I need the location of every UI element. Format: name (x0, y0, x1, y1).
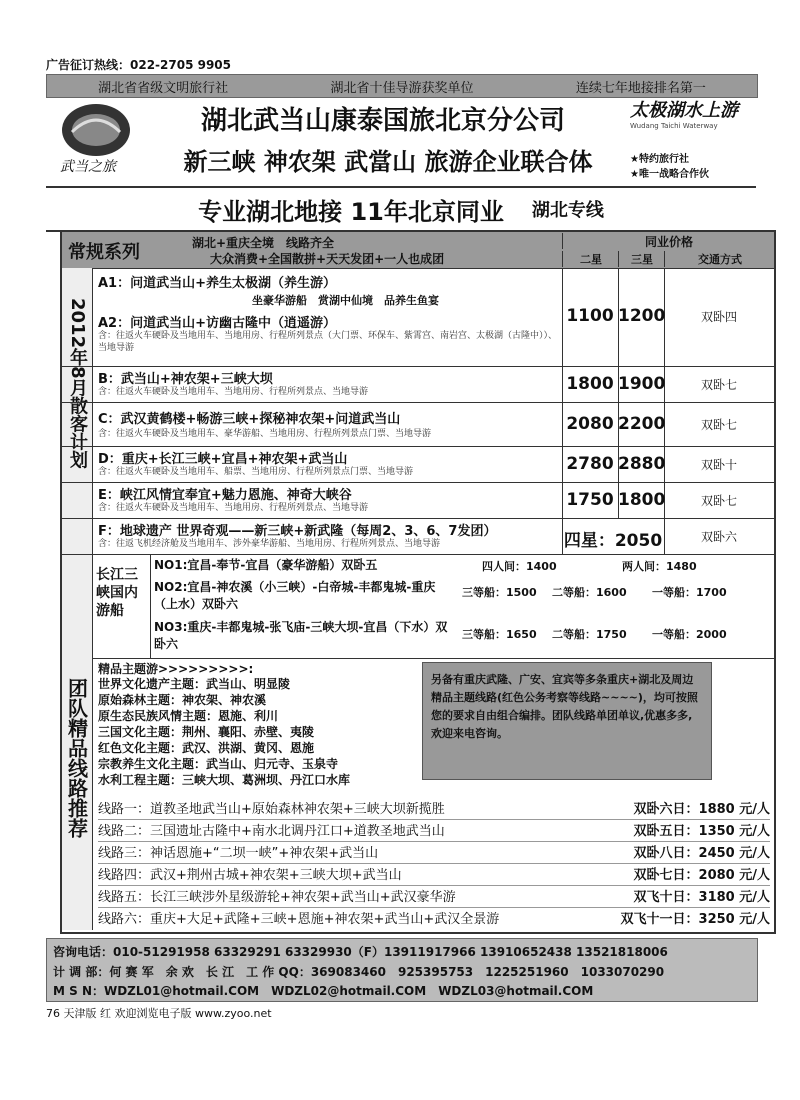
line-row (98, 864, 770, 886)
group-sidebar (62, 658, 93, 930)
route-title: B：武当山+神农架+三峡大坝 (98, 372, 273, 387)
line-title: 线路四：武汉+荆州古城+神农架+三峡大坝+武当山 (98, 868, 402, 883)
route-note: 含：往返火车硬卧及当地用车、当地用房、行程所列景点（大门票、环保车、紫霄宫、南岩宫、太极湖（古隆中））、当地导游 (98, 331, 558, 353)
line-title: 线路二：三国遗址古隆中+南水北调丹江口+道教圣地武当山 (98, 824, 445, 839)
line-price: 双飞十一日：3250 元/人 (620, 912, 770, 927)
themes-list (98, 676, 350, 788)
promo-box: 另备有重庆武隆、广安、宜宾等多条重庆+湖北及周边精品主题线路(红色公务考察等线路~~~~)，均可按照您的要求自由组合编排。团队线路单团单议,优惠多多,欢迎来电咨询。 (422, 662, 712, 780)
route-sub: 坐豪华游船 赏湖中仙境 品养生鱼宴 (252, 294, 439, 307)
contact-msn: M S N：WDZL01@hotmail.COM WDZL02@hotmail.COM WDZL03@hotmail.COM (53, 984, 594, 998)
price-2star: 2780 (566, 454, 614, 474)
route-title: E：峡江风情宜奉宜+魅力恩施、神奇大峡谷 (98, 488, 352, 503)
price-3star: 1900 (618, 374, 666, 394)
price-4star: 四星：2050 (563, 531, 663, 551)
route-title: D：重庆+长江三峡+宜昌+神农架+武当山 (98, 452, 348, 467)
cruise-no3: NO3:重庆-丰都鬼城-张飞庙-三峡大坝-宜昌（下水）双卧六 (154, 620, 448, 651)
cruise-price: 二等船：1600 (552, 586, 627, 599)
themes-title: 精品主题游>>>>>>>>>: (98, 662, 254, 676)
route-note: 含：往返飞机经济舱及当地用车、涉外豪华游船、当地用房、行程所列景点、当地导游 (98, 539, 441, 549)
price-2star: 2080 (566, 414, 614, 434)
line-price: 双飞十日：3180 元/人 (633, 890, 770, 905)
line-price: 双卧八日：2450 元/人 (633, 846, 770, 861)
company-name: 湖北武当山康泰国旅北京分公司 (200, 106, 565, 136)
tagline-main: 专业湖北地接 11年北京同业 (198, 197, 504, 226)
cruise-no1: NO1:宜昌-奉节-宜昌（豪华游船）双卧五 (154, 558, 378, 572)
series-label: 常规系列 (68, 242, 140, 263)
route-title: A2：问道武当山+访幽古隆中（逍遥游） (98, 316, 336, 331)
line-row (98, 886, 770, 908)
transport: 双卧六 (700, 530, 737, 544)
brand-line: ★特约旅行社 (630, 154, 689, 165)
col-3star: 三星 (618, 251, 665, 267)
theme-item: 三国文化主题：荆州、襄阳、赤壁、夷陵 (98, 725, 315, 739)
cruise-label: 长江三峡国内游船 (96, 567, 138, 619)
cruise-price: 三等船：1650 (462, 628, 537, 641)
transport: 双卧十 (700, 458, 737, 472)
line-title: 线路一：道教圣地武当山+原始森林神农架+三峡大坝新揽胜 (98, 802, 445, 817)
brand-title: 太极湖水上游 (630, 100, 738, 121)
brand-sub: Wudang Taichi Waterway (630, 122, 718, 130)
route-title: A1：问道武当山+养生太极湖（养生游） (98, 276, 336, 291)
brand-line: ★唯一战略合作伙 (630, 169, 709, 180)
cruise-price: 二等船：1750 (552, 628, 627, 641)
col-trans: 交通方式 (664, 251, 775, 267)
plan-sidebar-text: 2012年8月散客计划 (67, 298, 88, 469)
cruise-price: 一等船：2000 (652, 628, 727, 641)
group-sidebar-text: 团队精品线路推荐 (64, 678, 89, 838)
line-row (98, 908, 770, 929)
price-2star: 1100 (566, 306, 614, 326)
line-title: 线路五：长江三峡涉外星级游轮+神农架+武当山+武汉豪华游 (98, 890, 456, 905)
banner-item: 连续七年地接排名第一 (575, 80, 706, 96)
line-price: 双卧五日：1350 元/人 (633, 824, 770, 839)
contact-phone: 咨询电话：010-51291958 63329291 63329930（F）13911917966 13910652438 13521818006 (53, 945, 668, 959)
route-note: 含：往返火车硬卧及当地用车、当地用房、行程所列景点、当地导游 (98, 503, 369, 513)
contact-dept: 计 调 部：何 赛 军 余 欢 长 江 工 作 QQ：369083460 925395753 1225251960 1033070290 (53, 965, 665, 979)
cruise-price: 三等船：1500 (462, 586, 537, 599)
promo-label: 大众消费+全国散拼+天天发团+一人也成团 (210, 252, 445, 266)
route-row (62, 402, 774, 447)
route-row (62, 366, 774, 403)
contact-box (46, 938, 758, 1002)
alliance-title: 新三峡 神农架 武當山 旅游企业联合体 (183, 148, 593, 176)
route-note: 含：往返火车硬卧及当地用车、船票、当地用房、行程所列景点门票、当地导游 (98, 467, 414, 477)
line-row (98, 798, 770, 820)
cruise-price: 四人间：1400 (482, 560, 557, 573)
route-row (62, 268, 774, 367)
route-row (62, 446, 774, 483)
line-price: 双卧六日：1880 元/人 (633, 802, 770, 817)
tagline (46, 186, 756, 232)
line-row (98, 820, 770, 842)
area-label: 湖北+重庆全境 线路齐全 (192, 236, 335, 250)
theme-item: 原生态民族风情主题：恩施、利川 (98, 709, 279, 723)
line-row (98, 842, 770, 864)
transport: 双卧四 (700, 310, 737, 324)
route-note: 含：往返火车硬卧及当地用车、豪华游船、当地用房、行程所列景点门票、当地导游 (98, 429, 432, 439)
price-3star: 2880 (618, 454, 666, 474)
page-footer: 76 天津版 红 欢迎浏览电子版 www.zyoo.net (46, 1007, 272, 1020)
line-price: 双卧七日：2080 元/人 (633, 868, 770, 883)
transport: 双卧七 (700, 418, 737, 432)
cruise-block (62, 554, 774, 659)
route-title: C：武汉黄鹤楼+畅游三峡+探秘神农架+问道武当山 (98, 412, 401, 427)
banner-item: 湖北省十佳导游获奖单位 (330, 80, 474, 96)
theme-item: 宗教养生文化主题：武当山、归元寺、玉泉寺 (98, 757, 339, 771)
theme-item: 原始森林主题：神农架、神农溪 (98, 693, 267, 707)
price-3star: 1200 (618, 306, 666, 326)
taiji-lake-brand (630, 96, 756, 180)
route-row (62, 482, 774, 519)
banner-item: 湖北省省级文明旅行社 (98, 80, 229, 96)
line-title: 线路三：神话恩施+“二坝一峡”+神农架+武当山 (98, 846, 379, 861)
logo-text: 武当之旅 (60, 159, 116, 175)
price-3star: 2200 (618, 414, 666, 434)
transport: 双卧七 (700, 494, 737, 508)
cruise-price: 一等船：1700 (652, 586, 727, 599)
theme-item: 红色文化主题：武汉、洪湖、黄冈、恩施 (98, 741, 315, 755)
transport: 双卧七 (700, 378, 737, 392)
theme-item: 水利工程主题：三峡大坝、葛洲坝、丹江口水库 (98, 773, 351, 787)
cruise-no2: NO2:宜昌-神农溪（小三峡）-白帝城-丰都鬼城-重庆（上水）双卧六 (154, 580, 436, 611)
line-title: 线路六：重庆+大足+武隆+三峡+恩施+神农架+武当山+武汉全景游 (98, 912, 500, 927)
route-note: 含：往返火车硬卧及当地用车、当地用房、行程所列景点、当地导游 (98, 387, 369, 397)
honor-banner (46, 74, 758, 98)
price-2star: 1800 (566, 374, 614, 394)
col-2star: 二星 (562, 251, 619, 267)
price-table (60, 230, 776, 934)
price-2star: 1750 (566, 490, 614, 510)
route-title: F：地球遗产 世界奇观——新三峡+新武隆（每周2、3、6、7发团） (98, 524, 497, 539)
cruise-price: 两人间：1480 (622, 560, 697, 573)
wudang-logo (46, 98, 146, 178)
ad-hotline: 广告征订热线：022-2705 9905 (46, 58, 232, 72)
price-3star: 1800 (618, 490, 666, 510)
lines-list (98, 798, 770, 929)
col-price: 同业价格 (562, 233, 775, 249)
tagline-side: 湖北专线 (531, 200, 604, 221)
theme-item: 世界文化遗产主题：武当山、明显陵 (98, 677, 291, 691)
route-row (62, 518, 774, 555)
table-header (62, 232, 774, 269)
